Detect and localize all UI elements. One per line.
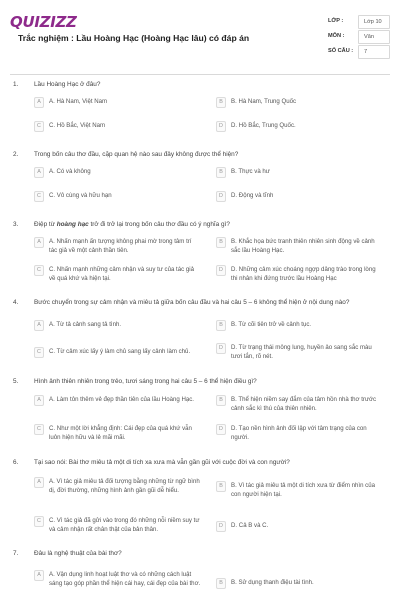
option-text: A. Nhấn mạnh ấn tượng không phai mờ trong tâm trí tác giả về một cảnh thần tiên. (49, 238, 192, 254)
meta-label: SỐ CÂU : (328, 48, 354, 54)
option-text: A. Vì tác giả miêu tả đối tượng bằng những từ ngữ bình dị, đời thường, những hình ảnh gần gũi dễ hiểu. (49, 478, 200, 494)
meta-value: Lớp 10 (358, 15, 390, 29)
option-text: A. Làm tôn thêm vẻ đẹp thần tiên của lầu Hoàng Hạc. (49, 396, 194, 403)
option-text: A. Vận dụng linh hoạt luật thơ và có những cách luật sáng tạo góp phần thể hiện cái hay, cái đẹp của bài thơ. (49, 571, 201, 587)
option-key: B (216, 167, 226, 178)
option-text: C. Như một lời khẳng định: Cái đẹp của quá khứ vẫn luôn hiện hữu và lẻ mãi mãi. (49, 425, 192, 441)
option-text: C. Nhấn mạnh những cảm nhận và suy tư của tác giả về quá khứ và hiện tại. (49, 266, 195, 282)
option-key: A (34, 570, 44, 581)
meta-label: LỚP : (328, 18, 344, 24)
option-key: B (216, 395, 226, 406)
question-emphasis: hoàng hạc (56, 221, 89, 228)
question-text-part: Điệp từ (34, 221, 57, 228)
question-text: Trong bốn câu thơ đầu, cặp quan hệ nào sau đây không được thể hiện? (34, 151, 239, 158)
option-key: B (216, 481, 226, 492)
question-number: 5. (13, 378, 19, 385)
option-text: C. Hồ Bắc, Việt Nam (49, 122, 106, 129)
meta-value: Văn (358, 30, 390, 44)
option-text: D. Những cảm xúc choáng ngợp dâng trào trong lòng thi nhân khi đứng trước lầu Hoàng Hạc (231, 266, 376, 282)
option-text: B. Thực và hư (231, 168, 270, 175)
option-key: B (216, 237, 226, 248)
question-text-part: trở đi trở lại trong bốn câu thơ đầu có ý nghĩa gì? (88, 221, 230, 228)
option-key: D (216, 343, 226, 354)
option-key: A (34, 477, 44, 488)
option-text: B. Thể hiện niềm say đắm của tâm hồn nhà thơ trước cảnh sắc kì thú của thiên nhiên. (231, 396, 377, 412)
option-text: B. Vì tác giả miêu tả một di tích xưa từ điểm nhìn của con người hiện tại. (231, 482, 375, 498)
option-key: D (216, 521, 226, 532)
option-key: C (34, 191, 44, 202)
option-key: C (34, 516, 44, 527)
option-key: A (34, 97, 44, 108)
question-text: Bước chuyển trong sự cảm nhận và miêu tả giữa bốn câu đầu và hai câu 5 – 6 không thể hiện ở nội dung nào? (34, 299, 350, 306)
option-key: C (34, 265, 44, 276)
option-text: A. Có và không (49, 168, 91, 175)
option-text: D. Động và tĩnh (231, 192, 274, 199)
option-text: C. Từ cảm xúc lấy ý làm chủ sang lấy cảnh làm chủ. (49, 348, 191, 355)
meta-question-count (328, 45, 390, 61)
option-key: D (216, 424, 226, 435)
question-text: Đâu là nghệ thuật của bài thơ? (34, 550, 122, 557)
option-key: C (34, 121, 44, 132)
option-key: D (216, 121, 226, 132)
option-key: A (34, 167, 44, 178)
option-key: A (34, 395, 44, 406)
header-divider (10, 74, 390, 75)
option-key: A (34, 320, 44, 331)
option-key: D (216, 265, 226, 276)
option-text: B. Khắc họa bức tranh thiên nhiên sinh động về cảnh sắc lầu Hoàng Hạc. (231, 238, 375, 254)
option-text: D. Tạo nền hình ảnh đối lập với tâm trạng của con người. (231, 425, 367, 441)
option-key: B (216, 578, 226, 589)
question-number: 6. (13, 459, 19, 466)
meta-label: MÔN : (328, 33, 345, 39)
option-text: D. Từ trạng thái mông lung, huyền ảo sang sắc màu tươi tắn, rõ nét. (231, 344, 372, 360)
page-title: Trắc nghiệm : Lầu Hoàng Hạc (Hoàng Hạc lâu) có đáp án (18, 33, 250, 43)
option-text: C. Vì tác giả đã gửi vào trong đó những nỗi niềm suy tư và cảm nhận rất chân thật của bản thân. (49, 517, 200, 533)
option-key: B (216, 97, 226, 108)
option-text: C. Vô cùng và hữu hạn (49, 192, 112, 199)
option-text: B. Sử dụng thanh điệu tài tình. (231, 579, 314, 586)
question-number: 1. (13, 81, 19, 88)
option-text: A. Hà Nam, Việt Nam (49, 98, 108, 105)
question-number: 7. (13, 550, 19, 557)
option-key: C (34, 347, 44, 358)
option-key: B (216, 320, 226, 331)
meta-subject (328, 30, 390, 46)
option-key: C (34, 424, 44, 435)
meta-value: 7 (358, 45, 390, 59)
meta-grade (328, 15, 390, 31)
option-text: D. Cả B và C. (231, 522, 269, 529)
option-text: A. Từ tả cảnh sang tả tình. (49, 321, 122, 328)
question-text: Tại sao nói: Bài thơ miêu tả một di tích xa xưa mà vẫn gần gũi với cuộc đời và con người? (34, 459, 290, 466)
question-text: Lầu Hoàng Hạc ở đâu? (34, 81, 101, 88)
question-number: 4. (13, 299, 19, 306)
option-key: D (216, 191, 226, 202)
question-number: 3. (13, 221, 19, 228)
question-number: 2. (13, 151, 19, 158)
option-text: B. Từ cõi tiên trở về cảnh tục. (231, 321, 312, 328)
brand-logo[interactable]: QUIZIZZ (10, 13, 77, 31)
option-text: B. Hà Nam, Trung Quốc (231, 98, 297, 105)
question-text: Hình ảnh thiên nhiên trong trẻo, tươi sáng trong hai câu 5 – 6 thể hiện điều gì? (34, 378, 257, 385)
question-text (34, 220, 374, 229)
option-key: A (34, 237, 44, 248)
option-text: D. Hồ Bắc, Trung Quốc. (231, 122, 296, 129)
